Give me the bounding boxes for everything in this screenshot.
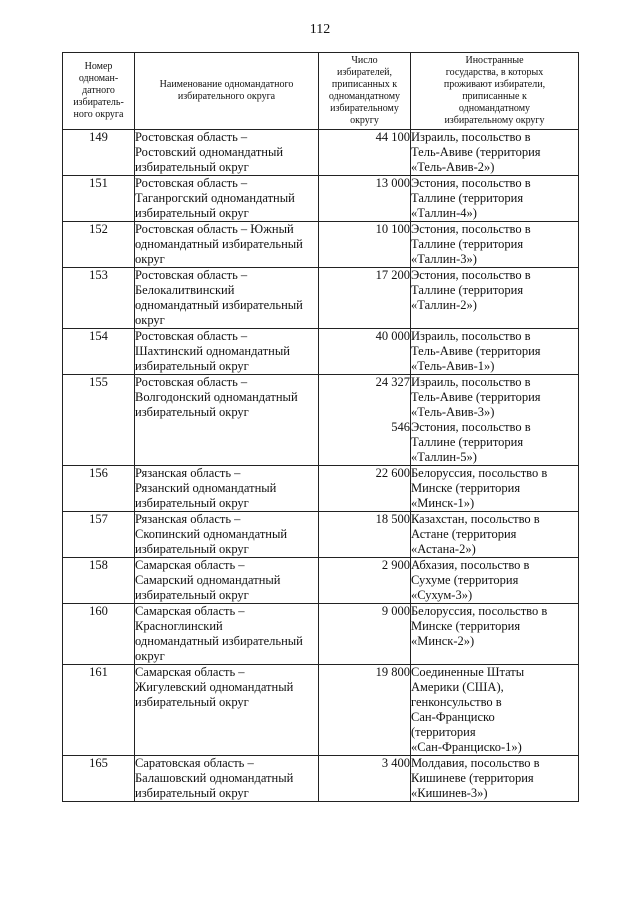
- district-name: [135, 329, 319, 375]
- foreign-country-entry: [411, 375, 578, 420]
- foreign-country-entry: [411, 329, 578, 374]
- table-row: [63, 512, 579, 558]
- district-name-line: избирательный округ: [135, 786, 249, 800]
- table-body: [63, 130, 579, 802]
- foreign-country-cell: [411, 756, 579, 802]
- foreign-country-line: Тель-Авиве (территория: [411, 344, 541, 358]
- text-line: Число: [351, 55, 378, 66]
- district-number: 156: [63, 466, 135, 512]
- foreign-country-cell: [411, 375, 579, 466]
- foreign-country-line: Израиль, посольство в: [411, 375, 531, 389]
- voters-count-cell: [319, 665, 411, 756]
- foreign-country-line: Эстония, посольство в: [411, 222, 531, 236]
- district-name-line: избирательный округ: [135, 588, 249, 602]
- foreign-country-line: «Сухум-3»): [411, 588, 473, 602]
- voters-count: 9 000: [381, 604, 410, 618]
- district-name: [135, 512, 319, 558]
- voters-count-cell: [319, 512, 411, 558]
- foreign-country-line: Таллине (территория: [411, 283, 524, 297]
- voters-count: 40 000: [375, 329, 410, 343]
- table-row: [63, 604, 579, 665]
- text-line: избирательному округу: [444, 115, 545, 126]
- text-line: приписанных к: [331, 79, 398, 90]
- district-name-line: Ростовская область –: [135, 268, 248, 282]
- district-name-line: Белокалитвинский: [135, 283, 235, 297]
- foreign-country-line: Соединенные Штаты: [411, 665, 525, 679]
- district-number: 149: [63, 130, 135, 176]
- foreign-country-cell: [411, 512, 579, 558]
- foreign-country-cell: [411, 665, 579, 756]
- foreign-country-entry: [411, 665, 578, 755]
- page-number: 112: [309, 22, 331, 37]
- foreign-country-entry: [411, 130, 578, 175]
- voters-count: 22 600: [375, 466, 410, 480]
- voters-count-cell: [319, 375, 411, 466]
- table-row: [63, 756, 579, 802]
- district-name-line: избирательный округ: [135, 695, 249, 709]
- district-name: [135, 756, 319, 802]
- voters-count-cell: [319, 558, 411, 604]
- foreign-country-cell: [411, 604, 579, 665]
- foreign-country-line: Сухуме (территория: [411, 573, 519, 587]
- voters-count-cell: [319, 329, 411, 375]
- foreign-country-entry: [411, 558, 578, 603]
- district-name-line: избирательный округ: [135, 542, 249, 556]
- header-foreign-countries: [411, 53, 579, 130]
- table-row: [63, 558, 579, 604]
- foreign-country-line: Таллине (территория: [411, 435, 524, 449]
- district-name: [135, 665, 319, 756]
- foreign-country-line: Израиль, посольство в: [411, 130, 531, 144]
- foreign-country-cell: [411, 222, 579, 268]
- voters-count: 3 400: [381, 756, 410, 770]
- text-line: избирательного округа: [177, 91, 276, 102]
- text-line: избиратель-: [73, 97, 124, 108]
- text-line: одномандатному: [458, 103, 531, 114]
- table-row: [63, 176, 579, 222]
- foreign-country-line: «Тель-Авив-1»): [411, 359, 495, 373]
- foreign-country-line: «Таллин-4»): [411, 206, 477, 220]
- foreign-country-cell: [411, 466, 579, 512]
- foreign-country-line: «Тель-Авив-2»): [411, 160, 495, 174]
- foreign-country-line: Кишиневе (территория: [411, 771, 534, 785]
- district-name-line: округ: [135, 313, 165, 327]
- foreign-country-line: генконсульство в: [411, 695, 502, 709]
- district-number: 151: [63, 176, 135, 222]
- district-name-line: округ: [135, 252, 165, 266]
- district-number: 160: [63, 604, 135, 665]
- foreign-country-line: «Кишинев-3»): [411, 786, 488, 800]
- header-district-name: [135, 53, 319, 130]
- foreign-country-cell: [411, 329, 579, 375]
- voters-count: 19 800: [375, 665, 410, 679]
- voters-count: 13 000: [375, 176, 410, 190]
- text-line: одномандатному: [328, 91, 401, 102]
- foreign-country-line: Тель-Авиве (территория: [411, 145, 541, 159]
- district-name-line: Самарская область –: [135, 604, 245, 618]
- table-row: [63, 268, 579, 329]
- district-name: [135, 375, 319, 466]
- district-name-line: Ростовская область – Южный: [135, 222, 294, 236]
- district-name: [135, 176, 319, 222]
- district-name-line: избирательный округ: [135, 405, 249, 419]
- foreign-country-cell: [411, 268, 579, 329]
- foreign-country-line: (территория: [411, 725, 476, 739]
- foreign-country-line: «Астана-2»): [411, 542, 476, 556]
- district-name-line: одномандатный избирательный: [135, 634, 303, 648]
- text-line: Наименование одномандатного: [159, 79, 294, 90]
- foreign-country-line: «Сан-Франциско-1»): [411, 740, 522, 754]
- district-name: [135, 466, 319, 512]
- foreign-country-cell: [411, 176, 579, 222]
- district-name: [135, 558, 319, 604]
- foreign-country-line: Абхазия, посольство в: [411, 558, 530, 572]
- table-row: [63, 222, 579, 268]
- district-name-line: Скопинский одномандатный: [135, 527, 288, 541]
- foreign-country-cell: [411, 558, 579, 604]
- foreign-country-line: Эстония, посольство в: [411, 420, 531, 434]
- district-name-line: Самарский одномандатный: [135, 573, 281, 587]
- district-name-line: одномандатный избирательный: [135, 237, 303, 251]
- foreign-country-line: «Таллин-3»): [411, 252, 477, 266]
- district-name: [135, 130, 319, 176]
- voters-count: 18 500: [375, 512, 410, 526]
- district-number: 155: [63, 375, 135, 466]
- voters-count-cell: [319, 130, 411, 176]
- foreign-country-line: Тель-Авиве (территория: [411, 390, 541, 404]
- foreign-country-entry: [411, 222, 578, 267]
- district-name-line: избирательный округ: [135, 160, 249, 174]
- district-name-line: Ростовская область –: [135, 176, 248, 190]
- foreign-country-line: Сан-Франциско: [411, 710, 495, 724]
- district-name-line: Самарская область –: [135, 558, 245, 572]
- district-name-line: Жигулевский одномандатный: [135, 680, 294, 694]
- foreign-country-line: Таллине (территория: [411, 191, 524, 205]
- voters-count: 44 100: [375, 130, 410, 144]
- district-name-line: Красноглинский: [135, 619, 223, 633]
- foreign-country-line: Минске (территория: [411, 619, 521, 633]
- foreign-country-line: Америки (США),: [411, 680, 504, 694]
- foreign-country-entry: [411, 466, 578, 511]
- district-number: 157: [63, 512, 135, 558]
- foreign-country-line: «Минск-2»): [411, 634, 475, 648]
- text-line: избирательному: [330, 103, 399, 114]
- foreign-country-entry: [411, 176, 578, 221]
- voters-count: 546: [391, 420, 410, 434]
- district-name: [135, 268, 319, 329]
- foreign-country-line: Таллине (территория: [411, 237, 524, 251]
- district-name-line: Ростовская область –: [135, 329, 248, 343]
- table-header-row: [63, 53, 579, 130]
- text-line: ного округа: [73, 109, 124, 120]
- district-number: 158: [63, 558, 135, 604]
- foreign-country-line: «Минск-1»): [411, 496, 475, 510]
- text-line: государства, в которых: [445, 67, 544, 78]
- district-name-line: Рязанская область –: [135, 466, 241, 480]
- district-name-line: Саратовская область –: [135, 756, 254, 770]
- district-name-line: избирательный округ: [135, 206, 249, 220]
- voters-count-cell: [319, 604, 411, 665]
- district-name-line: округ: [135, 649, 165, 663]
- district-name-line: избирательный округ: [135, 496, 249, 510]
- foreign-country-line: Израиль, посольство в: [411, 329, 531, 343]
- foreign-country-line: «Тель-Авив-3»): [411, 405, 495, 419]
- header-district-number: [63, 53, 135, 130]
- table-row: [63, 329, 579, 375]
- foreign-country-line: Минске (территория: [411, 481, 521, 495]
- voters-count-cell: [319, 466, 411, 512]
- district-number: 152: [63, 222, 135, 268]
- foreign-country-line: «Таллин-5»): [411, 450, 477, 464]
- district-name-line: Волгодонский одномандатный: [135, 390, 298, 404]
- text-line: избирателей,: [336, 67, 392, 78]
- text-line: приписанные к: [462, 91, 527, 102]
- district-name-line: Таганрогский одномандатный: [135, 191, 295, 205]
- voters-count-cell: [319, 268, 411, 329]
- voters-count: 24 327: [375, 375, 410, 389]
- district-name-line: Ростовская область –: [135, 375, 248, 389]
- voters-count: 17 200: [375, 268, 410, 282]
- foreign-country-line: Эстония, посольство в: [411, 176, 531, 190]
- district-number: 161: [63, 665, 135, 756]
- table-row: [63, 130, 579, 176]
- district-name-line: Самарская область –: [135, 665, 245, 679]
- table-row: [63, 466, 579, 512]
- text-line: одноман-: [78, 73, 119, 84]
- district-name-line: Ростовский одномандатный: [135, 145, 284, 159]
- district-number: 154: [63, 329, 135, 375]
- districts-table: [62, 52, 579, 802]
- district-name-line: избирательный округ: [135, 359, 249, 373]
- foreign-country-line: Астане (территория: [411, 527, 517, 541]
- foreign-country-entry: [411, 420, 578, 465]
- foreign-country-line: Молдавия, посольство в: [411, 756, 540, 770]
- text-line: Номер: [84, 61, 113, 72]
- foreign-country-cell: [411, 130, 579, 176]
- voters-count-cell: [319, 222, 411, 268]
- district-name-line: Балашовский одномандатный: [135, 771, 294, 785]
- text-line: Иностранные: [465, 55, 524, 66]
- district-name-line: Рязанская область –: [135, 512, 241, 526]
- foreign-country-entry: [411, 268, 578, 313]
- district-name: [135, 604, 319, 665]
- foreign-country-line: Белоруссия, посольство в: [411, 466, 548, 480]
- voters-count-cell: [319, 756, 411, 802]
- foreign-country-line: Эстония, посольство в: [411, 268, 531, 282]
- voters-count: 2 900: [381, 558, 410, 572]
- district-name-line: Ростовская область –: [135, 130, 248, 144]
- foreign-country-line: Казахстан, посольство в: [411, 512, 540, 526]
- voters-count: 10 100: [375, 222, 410, 236]
- header-voters-count: [319, 53, 411, 130]
- foreign-country-line: «Таллин-2»): [411, 298, 477, 312]
- district-number: 153: [63, 268, 135, 329]
- district-name-line: Рязанский одномандатный: [135, 481, 277, 495]
- text-line: датного: [82, 85, 115, 96]
- foreign-country-entry: [411, 512, 578, 557]
- district-name: [135, 222, 319, 268]
- foreign-country-line: Белоруссия, посольство в: [411, 604, 548, 618]
- text-line: проживают избиратели,: [443, 79, 546, 90]
- voters-count-cell: [319, 176, 411, 222]
- table-row: [63, 665, 579, 756]
- district-name-line: одномандатный избирательный: [135, 298, 303, 312]
- foreign-country-entry: [411, 604, 578, 649]
- table-row: [63, 375, 579, 466]
- district-number: 165: [63, 756, 135, 802]
- text-line: округу: [350, 115, 379, 126]
- district-name-line: Шахтинский одномандатный: [135, 344, 290, 358]
- foreign-country-entry: [411, 756, 578, 801]
